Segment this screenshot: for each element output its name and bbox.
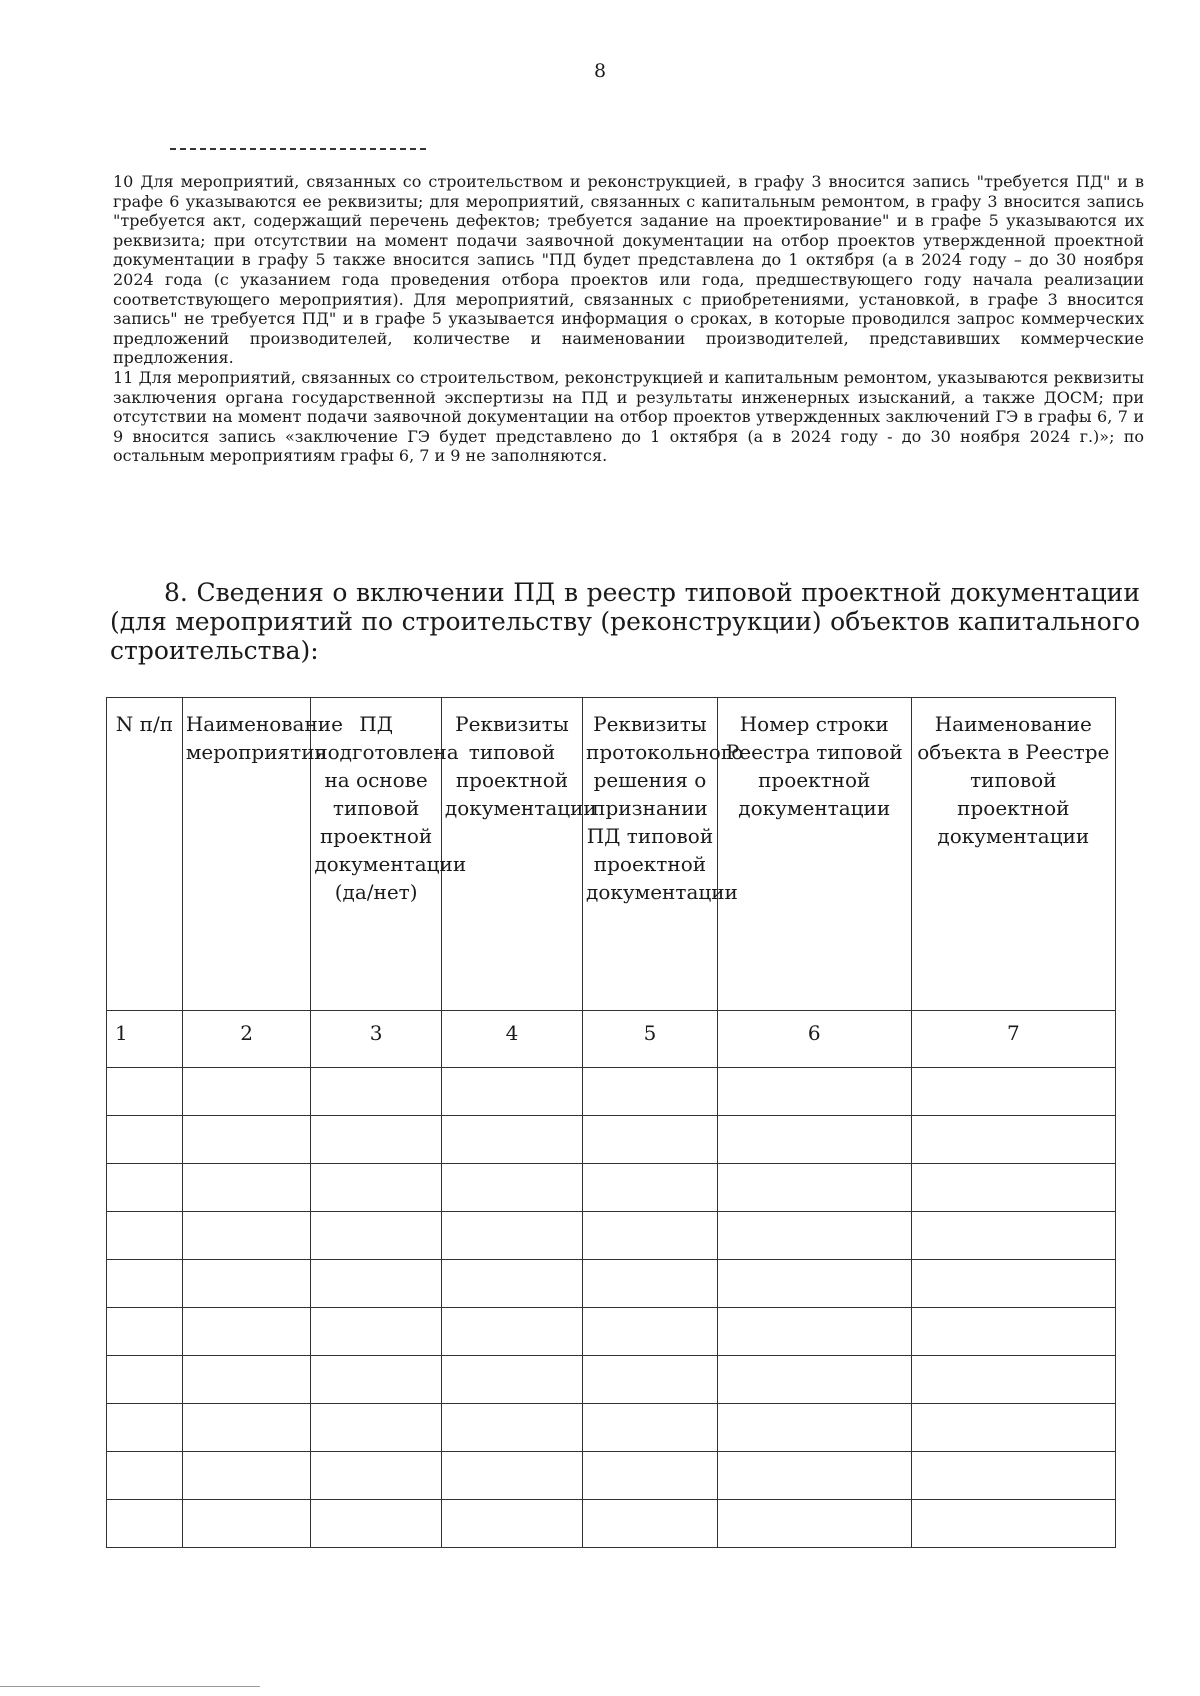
- empty-cell: [911, 1500, 1115, 1548]
- empty-cell: [911, 1404, 1115, 1452]
- table-row: [107, 1500, 1116, 1548]
- empty-cell: [441, 1116, 582, 1164]
- header-registry-line-number: Номер строки Реестра типовой проектной документации: [717, 698, 911, 1011]
- header-event-name: Наименование мероприятия: [182, 698, 310, 1011]
- empty-cell: [911, 1452, 1115, 1500]
- empty-cell: [717, 1068, 911, 1116]
- empty-cell: [182, 1404, 310, 1452]
- column-number: 5: [583, 1011, 718, 1068]
- empty-cell: [182, 1500, 310, 1548]
- empty-cell: [911, 1308, 1115, 1356]
- empty-cell: [107, 1404, 183, 1452]
- table-row: [107, 1068, 1116, 1116]
- empty-cell: [311, 1116, 442, 1164]
- empty-cell: [717, 1452, 911, 1500]
- header-protocol-decision-details: Реквизиты протокольного решения о признании ПД типовой проектной документации: [583, 698, 718, 1011]
- empty-cell: [717, 1212, 911, 1260]
- empty-cell: [441, 1500, 582, 1548]
- header-row: [107, 698, 1116, 1011]
- empty-cell: [717, 1260, 911, 1308]
- empty-cell: [182, 1164, 310, 1212]
- empty-cell: [583, 1308, 718, 1356]
- empty-cell: [717, 1308, 911, 1356]
- empty-cell: [583, 1260, 718, 1308]
- table-row: [107, 1356, 1116, 1404]
- empty-cell: [583, 1164, 718, 1212]
- empty-cell: [107, 1356, 183, 1404]
- footnote-10: 10 Для мероприятий, связанных со строительством и реконструкцией, в графу 3 вносится запись "требуется ПД" и в графе 6 указываются ее реквизиты; для мероприятий, связанных с капитальным ремонтом, в графу 3 вносится запись "требуется акт, содержащий перечень дефектов; требуется задание на проектирование" и в графе 5 указываются их реквизита; при отсутствии на момент подачи заявочной документации на отбор проектов утвержденной проектной документации в графу 5 также вносится запись "ПД будет представлена до 1 октября (а в 2024 году – до 30 ноября 2024 года (с указанием года проведения отбора проектов или года, предшествующего году начала реализации соответствующего мероприятия). Для мероприятий, связанных с приобретениями, установкой, в графе 3 вносится запись" не требуется ПД" и в графе 5 указывается информация о сроках, в которые проводился запрос коммерческих предложений производителей, количестве и наименовании производителей, представивших коммерческие предложения.: [113, 172, 1144, 368]
- empty-cell: [107, 1212, 183, 1260]
- table-row: [107, 1212, 1116, 1260]
- empty-cell: [717, 1164, 911, 1212]
- empty-cell: [311, 1404, 442, 1452]
- empty-cell: [717, 1500, 911, 1548]
- header-typical-pd-details: Реквизиты типовой проектной документации: [441, 698, 582, 1011]
- empty-cell: [107, 1116, 183, 1164]
- empty-cell: [717, 1356, 911, 1404]
- page-number: 8: [593, 60, 607, 82]
- empty-cell: [583, 1116, 718, 1164]
- empty-cell: [311, 1308, 442, 1356]
- empty-cell: [717, 1116, 911, 1164]
- bottom-rule: [0, 1686, 260, 1687]
- empty-cell: [107, 1260, 183, 1308]
- empty-cell: [441, 1452, 582, 1500]
- typical-design-registry-table: [106, 697, 1116, 1548]
- empty-cell: [107, 1164, 183, 1212]
- section-heading: 8. Сведения о включении ПД в реестр типовой проектной документации (для мероприятий по строительству (реконструкции) объектов капитального строительства):: [110, 578, 1140, 665]
- empty-cell: [583, 1404, 718, 1452]
- empty-cell: [107, 1308, 183, 1356]
- header-registry-object-name: Наименование объекта в Реестре типовой проектной документации: [911, 698, 1115, 1011]
- empty-cell: [911, 1116, 1115, 1164]
- empty-cell: [911, 1260, 1115, 1308]
- empty-cell: [107, 1068, 183, 1116]
- empty-cell: [441, 1308, 582, 1356]
- empty-cell: [311, 1452, 442, 1500]
- footnote-separator: [170, 148, 426, 150]
- table-row: [107, 1452, 1116, 1500]
- empty-cell: [441, 1068, 582, 1116]
- table-row: [107, 1164, 1116, 1212]
- empty-cell: [311, 1356, 442, 1404]
- empty-cell: [583, 1500, 718, 1548]
- empty-cell: [911, 1356, 1115, 1404]
- column-number: 6: [717, 1011, 911, 1068]
- empty-cell: [107, 1452, 183, 1500]
- empty-cell: [441, 1356, 582, 1404]
- column-number: 3: [311, 1011, 442, 1068]
- empty-cell: [182, 1116, 310, 1164]
- empty-cell: [911, 1212, 1115, 1260]
- column-number: 4: [441, 1011, 582, 1068]
- empty-cell: [441, 1404, 582, 1452]
- empty-cell: [311, 1260, 442, 1308]
- empty-cell: [182, 1452, 310, 1500]
- empty-cell: [583, 1452, 718, 1500]
- empty-cell: [311, 1212, 442, 1260]
- header-row-number: N п/п: [107, 698, 183, 1011]
- footnote-11: 11 Для мероприятий, связанных со строительством, реконструкцией и капитальным ремонтом, указываются реквизиты заключения органа государственной экспертизы на ПД и результаты инженерных изысканий, а также ДОСМ; при отсутствии на момент подачи заявочной документации на отбор проектов утвержденных заключений ГЭ в графы 6, 7 и 9 вносится запись «заключение ГЭ будет представлено до 1 октября (а в 2024 году - до 30 ноября 2024 г.)»; по остальным мероприятиям графы 6, 7 и 9 не заполняются.: [113, 367, 1144, 466]
- empty-cell: [182, 1308, 310, 1356]
- footnotes: [113, 172, 1144, 466]
- empty-cell: [182, 1068, 310, 1116]
- column-number: 2: [182, 1011, 310, 1068]
- empty-cell: [182, 1356, 310, 1404]
- table-row: [107, 1308, 1116, 1356]
- empty-cell: [583, 1356, 718, 1404]
- column-number-row: [107, 1011, 1116, 1068]
- empty-cell: [182, 1212, 310, 1260]
- empty-cell: [911, 1068, 1115, 1116]
- empty-cell: [441, 1260, 582, 1308]
- empty-cell: [583, 1068, 718, 1116]
- empty-cell: [311, 1068, 442, 1116]
- empty-cell: [911, 1164, 1115, 1212]
- empty-cell: [717, 1404, 911, 1452]
- column-number: 7: [911, 1011, 1115, 1068]
- empty-cell: [107, 1500, 183, 1548]
- empty-cell: [441, 1212, 582, 1260]
- table-row: [107, 1260, 1116, 1308]
- empty-cell: [311, 1500, 442, 1548]
- empty-cell: [182, 1260, 310, 1308]
- table-row: [107, 1116, 1116, 1164]
- column-number: 1: [107, 1011, 183, 1068]
- empty-cell: [441, 1164, 582, 1212]
- header-pd-based-on-typical: ПД подготовлена на основе типовой проектной документации (да/нет): [311, 698, 442, 1011]
- empty-cell: [311, 1164, 442, 1212]
- table-row: [107, 1404, 1116, 1452]
- empty-cell: [583, 1212, 718, 1260]
